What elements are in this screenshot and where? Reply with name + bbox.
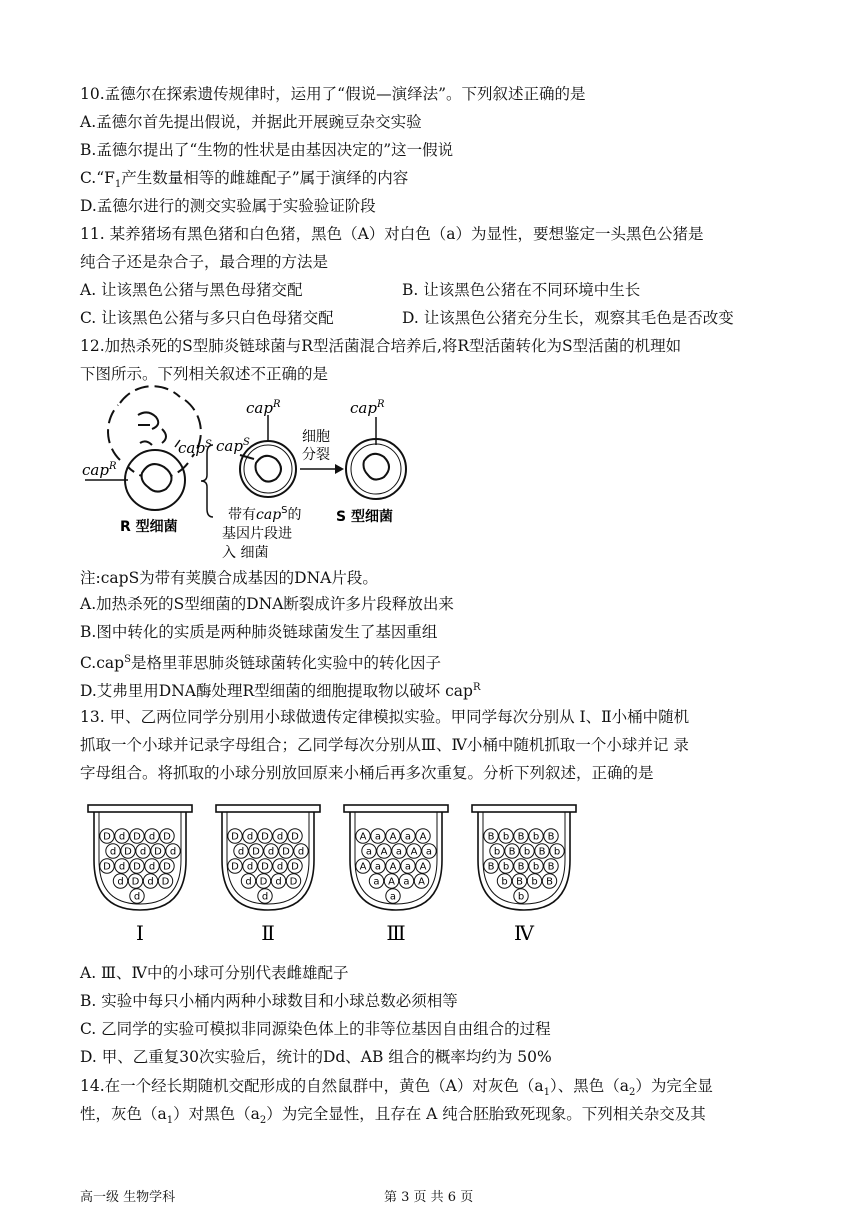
ball bbox=[145, 859, 159, 873]
ball-letter: a bbox=[374, 831, 382, 843]
ball-letter: b bbox=[532, 831, 540, 843]
ball-letter: D bbox=[291, 861, 299, 873]
ball bbox=[166, 844, 180, 858]
q10-option-c: $C.“F_1$产生数量相等的雌雄配子”属于演绎的内容 bbox=[80, 169, 409, 191]
ball bbox=[356, 859, 370, 873]
s-cell bbox=[346, 439, 406, 499]
ball bbox=[384, 874, 398, 888]
ball bbox=[130, 859, 144, 873]
q12-stem-line1: 12.加热杀死的S型肺炎链球菌与R型活菌混合培养后,将R型活菌转化为S型活菌的机理如 bbox=[80, 337, 682, 355]
ball bbox=[145, 829, 159, 843]
ball bbox=[243, 829, 257, 843]
ball bbox=[249, 844, 263, 858]
footer-subject: 高一级 生物学科 bbox=[80, 1190, 176, 1205]
ball-letter: d bbox=[148, 831, 156, 843]
ball bbox=[160, 829, 174, 843]
ball bbox=[401, 829, 415, 843]
bucket-2 bbox=[216, 805, 320, 945]
ball bbox=[136, 844, 150, 858]
q11-option-d: D. 让该黑色公猪充分生长，观察其毛色是否改变 bbox=[402, 309, 734, 327]
ball bbox=[542, 874, 556, 888]
ball-letter: a bbox=[403, 876, 410, 888]
ball bbox=[512, 874, 526, 888]
cap-r-label-middle: cap$^R$ bbox=[246, 399, 281, 417]
ball bbox=[128, 874, 142, 888]
ball-letter: B bbox=[487, 861, 495, 873]
ball-letter: B bbox=[487, 831, 495, 843]
q11-option-c: C. 让该黑色公猪与多只白色母猪交配 bbox=[80, 309, 334, 327]
ball bbox=[392, 844, 406, 858]
ball-letter: b bbox=[532, 861, 540, 873]
ball-letter: a bbox=[395, 846, 403, 858]
ball-letter: d bbox=[246, 831, 254, 843]
ball bbox=[100, 859, 114, 873]
q13-stem-line3: 字母组合。将抓取的小球分别放回原来小桶后再多次重复。分析下列叙述，正确的是 bbox=[80, 764, 654, 782]
ball bbox=[143, 874, 157, 888]
ball bbox=[234, 844, 248, 858]
brace-label-line1: 带有cap$^S$的 bbox=[228, 505, 302, 523]
ball-letter: B bbox=[546, 876, 553, 888]
q14-stem-line2: 性，灰色$(a_1)$对黑色$(a_2)$为完全显性，且存在 A 纯合胚胎致死现象。下列相关杂交及其 bbox=[80, 1105, 706, 1127]
arrow-label-line1: 细胞 bbox=[302, 429, 330, 445]
ball-letter: a bbox=[389, 891, 397, 903]
q11-stem-line2: 纯合子还是杂合子，最合理的方法是 bbox=[80, 253, 329, 271]
ball-letter: d bbox=[118, 861, 126, 873]
ball bbox=[258, 829, 272, 843]
ball bbox=[243, 859, 257, 873]
ball-letter: d bbox=[118, 831, 126, 843]
ball bbox=[529, 859, 543, 873]
ball bbox=[113, 874, 127, 888]
footer-page-number: 第 3 页 共 6 页 bbox=[384, 1190, 474, 1205]
bucket-label: Ⅰ bbox=[136, 921, 144, 945]
ball bbox=[294, 844, 308, 858]
ball bbox=[514, 889, 528, 903]
ball bbox=[399, 874, 413, 888]
ball-letter: D bbox=[103, 861, 111, 873]
ball-letter: b bbox=[493, 846, 501, 858]
ball-letter: B bbox=[517, 831, 525, 843]
ball bbox=[497, 874, 511, 888]
ball-letter: B bbox=[547, 861, 555, 873]
ball-letter: D bbox=[259, 876, 268, 888]
ball bbox=[550, 844, 564, 858]
ball-letter: A bbox=[419, 861, 427, 873]
ball bbox=[121, 844, 135, 858]
q10-stem: 10.孟德尔在探索遗传规律时，运用了“假说—演绎法”。下列叙述正确的是 bbox=[80, 85, 586, 103]
ball-letter: d bbox=[267, 846, 275, 858]
ball bbox=[356, 829, 370, 843]
ball-letter: A bbox=[389, 831, 397, 843]
ball-letter: D bbox=[231, 831, 239, 843]
ball bbox=[241, 874, 255, 888]
ball bbox=[256, 874, 270, 888]
q10-option-a: A.孟德尔首先提出假说，并据此开展豌豆杂交实验 bbox=[80, 113, 422, 131]
ball-letter: A bbox=[389, 861, 397, 873]
ball-letter: a bbox=[374, 861, 382, 873]
ball-letter: D bbox=[261, 831, 269, 843]
r-cell bbox=[125, 450, 185, 510]
ball-letter: B bbox=[508, 846, 516, 858]
ball-letter: d bbox=[169, 846, 177, 858]
ball-letter: D bbox=[291, 831, 299, 843]
ball bbox=[279, 844, 293, 858]
ball bbox=[499, 859, 513, 873]
ball bbox=[520, 844, 534, 858]
ball bbox=[416, 829, 430, 843]
ball-letter: a bbox=[404, 861, 412, 873]
ball bbox=[544, 829, 558, 843]
ball-letter: a bbox=[425, 846, 433, 858]
q10-option-b: B.孟德尔提出了“生物的性状是由基因决定的”这一假说 bbox=[80, 141, 454, 159]
ball bbox=[258, 889, 272, 903]
ball bbox=[115, 829, 129, 843]
ball-letter: B bbox=[516, 876, 523, 888]
ball bbox=[151, 844, 165, 858]
ball-letter: A bbox=[388, 876, 395, 888]
ball-letter: B bbox=[517, 861, 525, 873]
ball-letter: D bbox=[289, 876, 298, 888]
ball bbox=[544, 859, 558, 873]
ball-letter: D bbox=[103, 831, 111, 843]
bucket-1 bbox=[88, 805, 192, 945]
ball bbox=[258, 859, 272, 873]
q13-option-b: B. 实验中每只小桶内两种小球数目和小球总数必须相等 bbox=[80, 992, 458, 1010]
ball bbox=[371, 859, 385, 873]
q12-option-a: A.加热杀死的S型细菌的DNA断裂成许多片段释放出来 bbox=[80, 595, 454, 613]
ball-letter: d bbox=[139, 846, 147, 858]
ball bbox=[529, 829, 543, 843]
ball bbox=[401, 859, 415, 873]
q14-stem-line1: 14.在一个经长期随机交配形成的自然鼠群中，黄色（A）对灰色$(a_1)$、黑色$(a_2)$为完全显 bbox=[80, 1077, 713, 1099]
bucket-3 bbox=[344, 805, 448, 945]
q13-option-d: D. 甲、乙重复30次实验后，统计的Dd、AB 组合的概率均约为 50% bbox=[80, 1048, 552, 1066]
ball bbox=[273, 859, 287, 873]
ball bbox=[158, 874, 172, 888]
ball bbox=[484, 859, 498, 873]
ball-letter: A bbox=[359, 861, 367, 873]
bucket-4 bbox=[472, 805, 576, 945]
ball-letter: D bbox=[163, 861, 171, 873]
ball-letter: B bbox=[538, 846, 546, 858]
s-cell-label: S 型细菌 bbox=[336, 509, 393, 525]
ball bbox=[527, 874, 541, 888]
ball-letter: b bbox=[501, 876, 508, 888]
ball bbox=[371, 829, 385, 843]
ball bbox=[228, 859, 242, 873]
r-cell-label: R 型细菌 bbox=[120, 519, 178, 535]
transforming-cell bbox=[240, 441, 296, 497]
ball-letter: D bbox=[231, 861, 239, 873]
bucket-label: Ⅲ bbox=[386, 921, 406, 945]
ball-letter: a bbox=[365, 846, 373, 858]
q13-option-a: A. Ⅲ、Ⅳ中的小球可分别代表雌雄配子 bbox=[80, 964, 349, 982]
bucket-label: Ⅳ bbox=[514, 921, 534, 945]
ball-letter: A bbox=[418, 876, 425, 888]
ball bbox=[271, 874, 285, 888]
ball-letter: D bbox=[282, 846, 290, 858]
ball bbox=[273, 829, 287, 843]
q13-stem-line1: 13. 甲、乙两位同学分别用小球做遗传定律模拟实验。甲同学每次分别从 Ⅰ、Ⅱ小桶中随机 bbox=[80, 708, 690, 726]
brace-label-line3: 入 细菌 bbox=[222, 545, 269, 561]
ball-letter: A bbox=[359, 831, 367, 843]
cap-r-label-right: cap$^R$ bbox=[350, 399, 385, 417]
ball bbox=[130, 829, 144, 843]
ball bbox=[130, 889, 144, 903]
q13-stem-line2: 抓取一个小球并记录字母组合；乙同学每次分别从Ⅲ、Ⅳ小桶中随机抓取一个小球并记 录 bbox=[80, 736, 689, 754]
q12-option-c: C.cap$^S$是格里菲思肺炎链球菌转化实验中的转化因子 bbox=[80, 654, 441, 673]
ball bbox=[422, 844, 436, 858]
ball-letter: B bbox=[547, 831, 555, 843]
ball-letter: b bbox=[531, 876, 538, 888]
ball-letter: d bbox=[297, 846, 305, 858]
bucket-figure bbox=[80, 800, 580, 950]
ball bbox=[288, 829, 302, 843]
cap-r-label-left: cap$^R$ bbox=[82, 461, 117, 479]
ball-letter: D bbox=[252, 846, 260, 858]
ball-letter: d bbox=[237, 846, 245, 858]
ball bbox=[484, 829, 498, 843]
q11-option-b: B. 让该黑色公猪在不同环境中生长 bbox=[402, 281, 641, 299]
q12-note: 注:capS为带有荚膜合成基因的DNA片段。 bbox=[80, 569, 378, 587]
ball-letter: d bbox=[148, 861, 156, 873]
ball bbox=[505, 844, 519, 858]
ball-letter: b bbox=[502, 831, 510, 843]
ball bbox=[386, 859, 400, 873]
q12-option-b: B.图中转化的实质是两种肺炎链球菌发生了基因重组 bbox=[80, 623, 438, 641]
ball bbox=[106, 844, 120, 858]
ball-letter: b bbox=[502, 861, 510, 873]
ball bbox=[386, 889, 400, 903]
ball-letter: d bbox=[245, 876, 252, 888]
ball-letter: A bbox=[380, 846, 388, 858]
ball-letter: D bbox=[133, 831, 141, 843]
ball-letter: d bbox=[133, 891, 141, 903]
ball-letter: D bbox=[163, 831, 171, 843]
q10-option-d: D.孟德尔进行的测交实验属于实验验证阶段 bbox=[80, 197, 376, 215]
q12-option-d: D.艾弗里用DNA酶处理R型细菌的细胞提取物以破坏 cap$^R$ bbox=[80, 682, 481, 701]
ball bbox=[115, 859, 129, 873]
ball bbox=[416, 859, 430, 873]
ball-letter: d bbox=[246, 861, 254, 873]
ball bbox=[414, 874, 428, 888]
ball-letter: d bbox=[261, 891, 269, 903]
ball-letter: D bbox=[133, 861, 141, 873]
ball-letter: D bbox=[261, 861, 269, 873]
brace-label-line2: 基因片段进 bbox=[222, 526, 292, 542]
ball bbox=[377, 844, 391, 858]
ball bbox=[362, 844, 376, 858]
ball-letter: d bbox=[275, 876, 282, 888]
q12-stem-line2: 下图所示。下列相关叙述不正确的是 bbox=[80, 365, 329, 383]
ball-letter: a bbox=[373, 876, 380, 888]
cap-s-label-inserted: cap$^S$ bbox=[216, 437, 250, 455]
ball-letter: b bbox=[523, 846, 531, 858]
ball bbox=[160, 859, 174, 873]
ball-letter: d bbox=[117, 876, 124, 888]
ball bbox=[535, 844, 549, 858]
ball bbox=[514, 859, 528, 873]
ball-letter: d bbox=[147, 876, 154, 888]
ball bbox=[386, 829, 400, 843]
q11-option-a: A. 让该黑色公猪与黑色母猪交配 bbox=[80, 281, 303, 299]
ball bbox=[490, 844, 504, 858]
transformation-diagram bbox=[80, 385, 420, 565]
ball bbox=[228, 829, 242, 843]
ball-letter: a bbox=[404, 831, 412, 843]
ball-letter: A bbox=[419, 831, 427, 843]
ball-letter: D bbox=[131, 876, 140, 888]
q13-option-c: C. 乙同学的实验可模拟非同源染色体上的非等位基因自由组合的过程 bbox=[80, 1020, 551, 1038]
ball bbox=[499, 829, 513, 843]
ball-letter: D bbox=[161, 876, 170, 888]
arrow-label-line2: 分裂 bbox=[302, 447, 330, 463]
ball-letter: d bbox=[276, 861, 284, 873]
ball-letter: b bbox=[553, 846, 561, 858]
cap-s-label-fragment: cap$^S$ bbox=[178, 439, 212, 457]
ball bbox=[369, 874, 383, 888]
ball-letter: D bbox=[154, 846, 162, 858]
ball bbox=[514, 829, 528, 843]
ball-letter: d bbox=[109, 846, 117, 858]
ball-letter: D bbox=[124, 846, 132, 858]
ball bbox=[100, 829, 114, 843]
ball-letter: d bbox=[276, 831, 284, 843]
bucket-label: Ⅱ bbox=[261, 921, 275, 945]
ball bbox=[407, 844, 421, 858]
ball bbox=[264, 844, 278, 858]
ball-letter: A bbox=[410, 846, 418, 858]
q11-stem-line1: 11. 某养猪场有黑色猪和白色猪，黑色（A）对白色（a）为显性，要想鉴定一头黑色公猪是 bbox=[80, 225, 704, 243]
ball bbox=[288, 859, 302, 873]
ball bbox=[286, 874, 300, 888]
ball-letter: b bbox=[517, 891, 525, 903]
